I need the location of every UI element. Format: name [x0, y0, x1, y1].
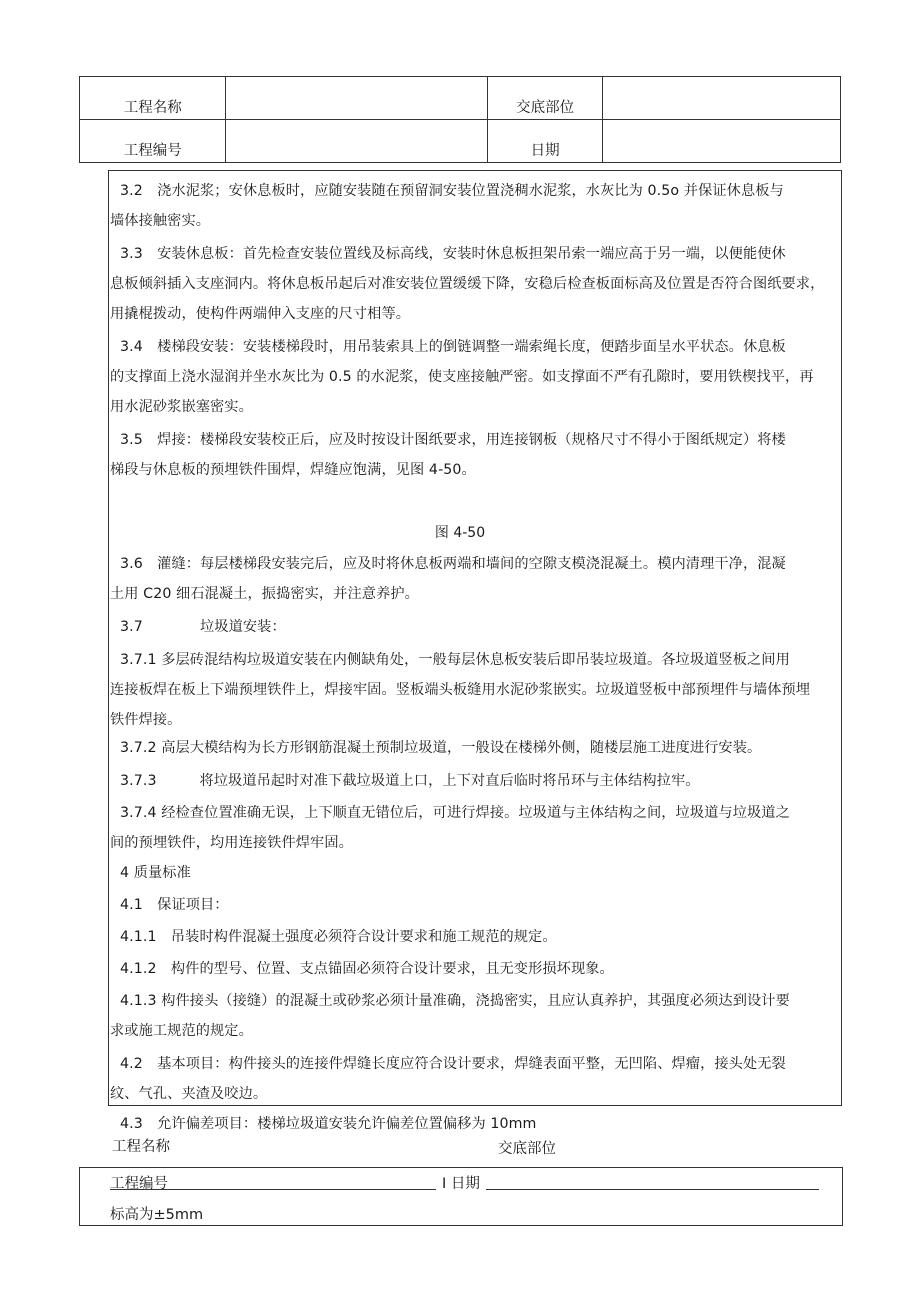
footer-project-no-underline	[110, 1189, 436, 1190]
footer-date-label: I 日期	[442, 1176, 480, 1192]
paragraph-3-7-2-line-1: 3.7.2 高层大模结构为长方形钢筋混凝土预制垃圾道，一般设在楼梯外侧，随楼层施工进度进行安装。	[120, 740, 762, 756]
paragraph-3-7-4-line-2: 间的预埋铁件，均用连接铁件焊牢固。	[110, 835, 353, 851]
paragraph-3-7-4-line-1: 3.7.4 经检查位置准确无误，上下顺直无错位后，可进行焊接。垃圾道与主体结构之间，垃圾道与垃圾道之	[120, 805, 790, 821]
paragraph-3-4-line-3: 用水泥砂浆嵌塞密实。	[110, 399, 253, 415]
paragraph-3-3-line-1: 3.3 安装休息板：首先检查安装位置线及标高线，安装时休息板担架吊索一端应高于另一端，以便能使休	[120, 246, 786, 262]
paragraph-4-2-line-1: 4.2 基本项目：构件接头的连接件焊缝长度应符合设计要求，焊缝表面平整，无凹陷、焊瘤，接头处无裂	[120, 1056, 786, 1072]
paragraph-3-6-line-2: 土用 C20 细石混凝土，振捣密实，并注意养护。	[110, 586, 419, 602]
project-no-label: 工程编号	[80, 120, 226, 163]
location-label: 交底部位	[488, 77, 603, 120]
footer-project-name-label: 工程名称	[112, 1139, 170, 1155]
paragraph-3-2-line-1: 3.2 浇水泥浆；安休息板时，应随安装随在预留洞安装位置浇稠水泥浆，水灰比为 0.5o 并保证休息板与	[120, 183, 784, 199]
header-row-2	[80, 120, 841, 163]
project-name-value[interactable]	[226, 77, 488, 120]
location-value[interactable]	[602, 77, 840, 120]
paragraph-3-4-line-2: 的支撑面上浇水湿润并坐水灰比为 0.5 的水泥浆，使支座接触严密。如支撑面不严有孔隙时，要用铁楔找平，再	[110, 369, 814, 385]
paragraph-3-3-line-2: 息板倾斜插入支座洞内。将休息板吊起后对准安装位置缓缓下降，安稳后检查板面标高及位置是否符合图纸要求，	[110, 276, 825, 292]
paragraph-3-7-3-line-1: 3.7.3 将垃圾道吊起时对准下截垃圾道上口，上下对直后临时将吊环与主体结构拉牢。	[120, 773, 700, 789]
project-no-value[interactable]	[226, 120, 488, 163]
elevation-tolerance-text: 标高为±5mm	[110, 1207, 204, 1223]
date-label: 日期	[488, 120, 603, 163]
date-value[interactable]	[602, 120, 840, 163]
project-name-label: 工程名称	[80, 77, 226, 120]
footer-date-underline	[486, 1189, 819, 1190]
footer-location-label: 交底部位	[498, 1141, 556, 1157]
paragraph-3-5-line-2: 梯段与休息板的预埋铁件围焊，焊缝应饱满，见图 4-50。	[110, 462, 476, 478]
section-4-heading: 4 质量标准	[120, 865, 191, 881]
paragraph-4-1-3-line-2: 求或施工规范的规定。	[110, 1023, 253, 1039]
paragraph-3-7-line-1: 3.7 垃圾道安装：	[120, 619, 286, 635]
paragraph-3-5-line-1: 3.5 焊接：楼梯段安装校正后，应及时按设计图纸要求，用连接钢板（规格尺寸不得小于图纸规定）将楼	[120, 432, 786, 448]
header-table	[79, 76, 841, 163]
paragraph-4-1-line-1: 4.1 保证项目：	[120, 897, 229, 913]
paragraph-3-7-1-line-2: 连接板焊在板上下端预埋铁件上，焊接牢固。竖板端头板缝用水泥砂浆嵌实。垃圾道竖板中部预埋件与墙体预埋	[110, 682, 811, 698]
figure-caption: 图 4-50	[434, 525, 486, 541]
header-row-1	[80, 77, 841, 120]
paragraph-4-1-3-line-1: 4.1.3 构件接头（接缝）的混凝土或砂浆必须计量准确，浇捣密实，且应认真养护，其强度必须达到设计要	[120, 993, 790, 1009]
paragraph-4-1-2-line-1: 4.1.2 构件的型号、位置、支点锚固必须符合设计要求，且无变形损坏现象。	[120, 961, 614, 977]
paragraph-3-7-1-line-3: 铁件焊接。	[110, 712, 182, 728]
paragraph-4-2-line-2: 纹、气孔、夹渣及咬边。	[110, 1086, 268, 1102]
paragraph-3-2-line-2: 墙体接触密实。	[110, 213, 211, 229]
footer-project-no-label: 工程编号	[110, 1176, 168, 1192]
paragraph-3-7-1-line-1: 3.7.1 多层砖混结构垃圾道安装在内侧缺角处，一般每层休息板安装后即吊装垃圾道。各垃圾道竖板之间用	[120, 652, 790, 668]
paragraph-3-3-line-3: 用撬棍拨动，使构件两端伸入支座的尺寸相等。	[110, 306, 411, 322]
paragraph-4-3-line-1: 4.3 允许偏差项目：楼梯垃圾道安装允许偏差位置偏移为 10mm	[120, 1116, 537, 1132]
paragraph-3-6-line-1: 3.6 灌缝：每层楼梯段安装完后，应及时将休息板两端和墙间的空隙支模浇混凝土。模内清理干净，混凝	[120, 556, 786, 572]
paragraph-3-4-line-1: 3.4 楼梯段安装：安装楼梯段时，用吊装索具上的倒链调整一端索绳长度，便踏步面呈水平状态。休息板	[120, 339, 786, 355]
paragraph-4-1-1-line-1: 4.1.1 吊装时构件混凝土强度必须符合设计要求和施工规范的规定。	[120, 929, 557, 945]
